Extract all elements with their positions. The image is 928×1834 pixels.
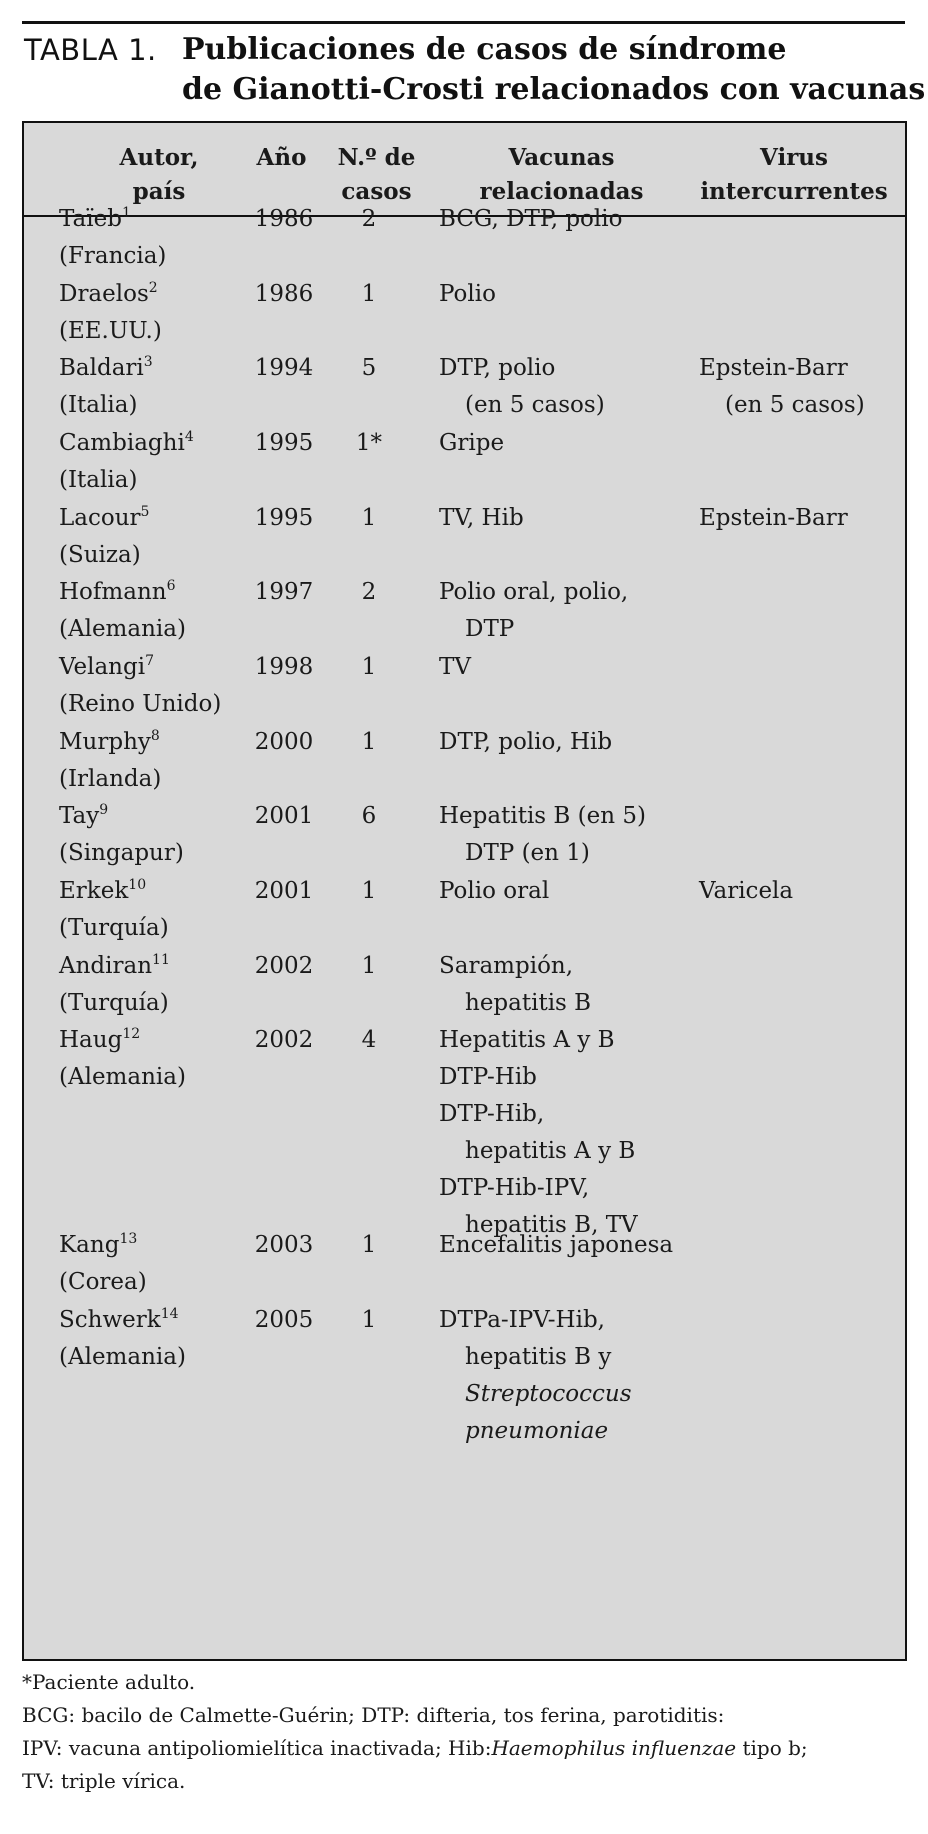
header-vaccines-line-2: relacionadas: [479, 178, 644, 205]
top-rule: [22, 21, 905, 24]
vaccine-line: (en 5 casos): [465, 392, 605, 418]
data-table: [22, 121, 907, 1661]
cell-cases: 1: [361, 729, 377, 755]
cell-vaccines: [439, 798, 699, 872]
vaccine-line: Hepatitis A y B: [439, 1027, 615, 1053]
table-label: TABLA 1.: [24, 33, 157, 67]
author-country: (Alemania): [59, 616, 186, 642]
vaccine-line: TV: [439, 654, 471, 680]
vaccine-line: Streptococcus: [465, 1381, 632, 1407]
cell-cases: 1: [361, 878, 377, 904]
vaccine-line: TV, Hib: [439, 505, 524, 531]
cell-author: [59, 500, 249, 574]
reference-number: 12: [122, 1026, 141, 1042]
footnotes: [22, 1666, 912, 1798]
table-title-text: [182, 30, 925, 110]
cell-vaccines: [439, 948, 699, 1022]
cell-author: [59, 948, 249, 1022]
header-year-line: Año: [256, 144, 307, 171]
vaccine-line: Polio oral, polio,: [439, 579, 629, 605]
vaccine-line: DTP (en 1): [465, 840, 590, 866]
cell-author: [59, 724, 249, 798]
author-country: (Francia): [59, 243, 167, 269]
cell-year: 1986: [254, 206, 314, 232]
cell-virus: [699, 873, 905, 910]
cell-virus: [699, 350, 905, 424]
reference-number: 5: [140, 504, 150, 520]
cell-cases: 2: [361, 206, 377, 232]
vaccine-line: hepatitis B: [465, 990, 592, 1016]
vaccine-line: Polio: [439, 281, 496, 307]
cell-author: [59, 276, 249, 350]
author-country: (Reino Unido): [59, 691, 222, 717]
header-cases: [329, 141, 424, 209]
author-text: Velangi: [59, 654, 146, 680]
author-text: Hofmann: [59, 579, 167, 605]
author-country: (Singapur): [59, 840, 184, 866]
cell-cases: 1: [361, 953, 377, 979]
cell-vaccines: [439, 276, 699, 313]
cell-author: [59, 425, 249, 499]
reference-number: 8: [150, 728, 160, 744]
title-line-1: Publicaciones de casos de síndrome: [182, 32, 787, 67]
cell-cases: 1: [361, 505, 377, 531]
vaccine-line: pneumoniae: [465, 1418, 609, 1444]
reference-number: 3: [143, 354, 153, 370]
footnote-ipv: [22, 1732, 912, 1765]
vaccine-line: DTP-Hib,: [439, 1101, 545, 1127]
cell-year: 1986: [254, 281, 314, 307]
cell-cases: 6: [361, 803, 377, 829]
cell-year: 1998: [254, 654, 314, 680]
vaccine-line: hepatitis A y B: [465, 1138, 636, 1164]
author-text: Andiran: [59, 953, 153, 979]
author-country: (EE.UU.): [59, 318, 162, 344]
virus-line: (en 5 casos): [725, 392, 865, 418]
header-vaccines: [444, 141, 679, 209]
cell-author: [59, 1022, 249, 1096]
vaccine-line: DTP, polio, Hib: [439, 729, 613, 755]
author-text: Taïeb: [59, 206, 122, 232]
reference-number: 1: [121, 205, 131, 221]
vaccine-line: DTP, polio: [439, 355, 556, 381]
cell-author: [59, 873, 249, 947]
cell-year: 2001: [254, 878, 314, 904]
vaccine-line: Hepatitis B (en 5): [439, 803, 646, 829]
reference-number: 10: [128, 877, 147, 893]
cell-year: 1995: [254, 430, 314, 456]
author-country: (Irlanda): [59, 766, 162, 792]
reference-number: 7: [145, 653, 154, 669]
author-text: Cambiaghi: [59, 430, 185, 456]
author-country: (Corea): [59, 1269, 147, 1295]
cell-year: 1997: [254, 579, 314, 605]
cell-author: [59, 1302, 249, 1376]
reference-number: 2: [148, 280, 158, 296]
cell-cases: 1: [361, 1307, 377, 1333]
footnote-ipv-b: Haemophilus influenzae: [491, 1736, 737, 1760]
cell-vaccines: [439, 649, 699, 686]
author-name: [59, 873, 249, 910]
author-country: (Turquía): [59, 915, 169, 941]
author-name: [59, 1227, 249, 1264]
footnote-bcg: BCG: bacilo de Calmette-Guérin; DTP: difteria, tos ferina, parotiditis:: [22, 1703, 725, 1727]
author-text: Tay: [59, 803, 100, 829]
author-name: [59, 574, 249, 611]
virus-line: Varicela: [699, 878, 794, 904]
reference-number: 6: [166, 578, 176, 594]
header-virus-line-2: intercurrentes: [700, 178, 888, 205]
cell-cases: 1*: [355, 430, 383, 456]
cell-cases: 5: [361, 355, 377, 381]
vaccine-line: Encefalitis japonesa: [439, 1232, 674, 1258]
vaccine-line: Polio oral: [439, 878, 550, 904]
cell-vaccines: [439, 350, 699, 424]
author-name: [59, 425, 249, 462]
author-country: (Turquía): [59, 990, 169, 1016]
footnote-tv: TV: triple vírica.: [22, 1769, 186, 1793]
cell-vaccines: [439, 873, 699, 910]
author-name: [59, 1022, 249, 1059]
header-author: [84, 141, 234, 209]
cell-vaccines: [439, 425, 699, 462]
cell-year: 2001: [254, 803, 314, 829]
vaccine-line: Sarampión,: [439, 953, 574, 979]
author-name: [59, 1302, 249, 1339]
reference-number: 9: [99, 802, 109, 818]
author-text: Murphy: [59, 729, 151, 755]
cell-year: 2002: [254, 1027, 314, 1053]
footnote-ipv-a: IPV: vacuna antipoliomielítica inactivada; Hib:: [22, 1736, 492, 1760]
author-text: Kang: [59, 1232, 120, 1258]
author-text: Erkek: [59, 878, 129, 904]
cell-year: 2002: [254, 953, 314, 979]
author-text: Lacour: [59, 505, 141, 531]
cell-year: 2005: [254, 1307, 314, 1333]
cell-vaccines: [439, 500, 699, 537]
cell-vaccines: [439, 1022, 699, 1244]
cell-cases: 1: [361, 654, 377, 680]
author-text: Haug: [59, 1027, 123, 1053]
cell-cases: 1: [361, 281, 377, 307]
vaccine-line: hepatitis B, TV: [465, 1212, 638, 1238]
vaccine-line: hepatitis B y: [465, 1344, 612, 1370]
header-virus-line-1: Virus: [760, 144, 828, 171]
reference-number: 13: [119, 1231, 138, 1247]
author-name: [59, 276, 249, 313]
author-name: [59, 350, 249, 387]
cell-virus: [699, 500, 905, 537]
author-name: [59, 948, 249, 985]
cell-cases: 2: [361, 579, 377, 605]
reference-number: 4: [184, 429, 194, 445]
cell-author: [59, 574, 249, 648]
footnote-ipv-c: tipo b;: [736, 1736, 808, 1760]
author-name: [59, 798, 249, 835]
vaccine-line: DTPa-IPV-Hib,: [439, 1307, 605, 1333]
title-line-2: de Gianotti-Crosti relacionados con vacunas: [182, 72, 926, 107]
header-author-line-2: país: [132, 178, 186, 205]
author-text: Draelos: [59, 281, 149, 307]
author-name: [59, 201, 249, 238]
cell-author: [59, 350, 249, 424]
author-country: (Alemania): [59, 1344, 186, 1370]
cell-vaccines: [439, 1227, 699, 1264]
vaccine-line: BCG, DTP, polio: [439, 206, 623, 232]
cell-author: [59, 649, 249, 723]
virus-line: Epstein-Barr: [699, 505, 848, 531]
vaccine-line: Gripe: [439, 430, 505, 456]
author-country: (Suiza): [59, 542, 141, 568]
header-virus: [694, 141, 894, 209]
cell-year: 1995: [254, 505, 314, 531]
author-country: (Alemania): [59, 1064, 186, 1090]
author-text: Schwerk: [59, 1307, 161, 1333]
cell-year: 1994: [254, 355, 314, 381]
cell-cases: 1: [361, 1232, 377, 1258]
author-text: Baldari: [59, 355, 144, 381]
vaccine-line: DTP-Hib-IPV,: [439, 1175, 590, 1201]
cell-vaccines: [439, 1302, 699, 1450]
header-cases-line-1: N.º de: [337, 144, 416, 171]
author-country: (Italia): [59, 392, 138, 418]
header-author-line-1: Autor,: [119, 144, 199, 171]
header-year: [244, 141, 319, 175]
cell-cases: 4: [361, 1027, 377, 1053]
author-name: [59, 500, 249, 537]
virus-line: Epstein-Barr: [699, 355, 848, 381]
cell-year: 2003: [254, 1232, 314, 1258]
cell-author: [59, 201, 249, 275]
cell-vaccines: [439, 201, 699, 238]
reference-number: 14: [160, 1306, 179, 1322]
cell-vaccines: [439, 724, 699, 761]
author-name: [59, 724, 249, 761]
reference-number: 11: [152, 952, 170, 968]
vaccine-line: DTP-Hib: [439, 1064, 537, 1090]
cell-vaccines: [439, 574, 699, 648]
cell-author: [59, 798, 249, 872]
author-name: [59, 649, 249, 686]
header-vaccines-line-1: Vacunas: [508, 144, 615, 171]
footnote-adult: *Paciente adulto.: [22, 1670, 196, 1694]
cell-author: [59, 1227, 249, 1301]
header-cases-line-2: casos: [341, 178, 412, 205]
author-country: (Italia): [59, 467, 138, 493]
vaccine-line: DTP: [465, 616, 515, 642]
cell-year: 2000: [254, 729, 314, 755]
